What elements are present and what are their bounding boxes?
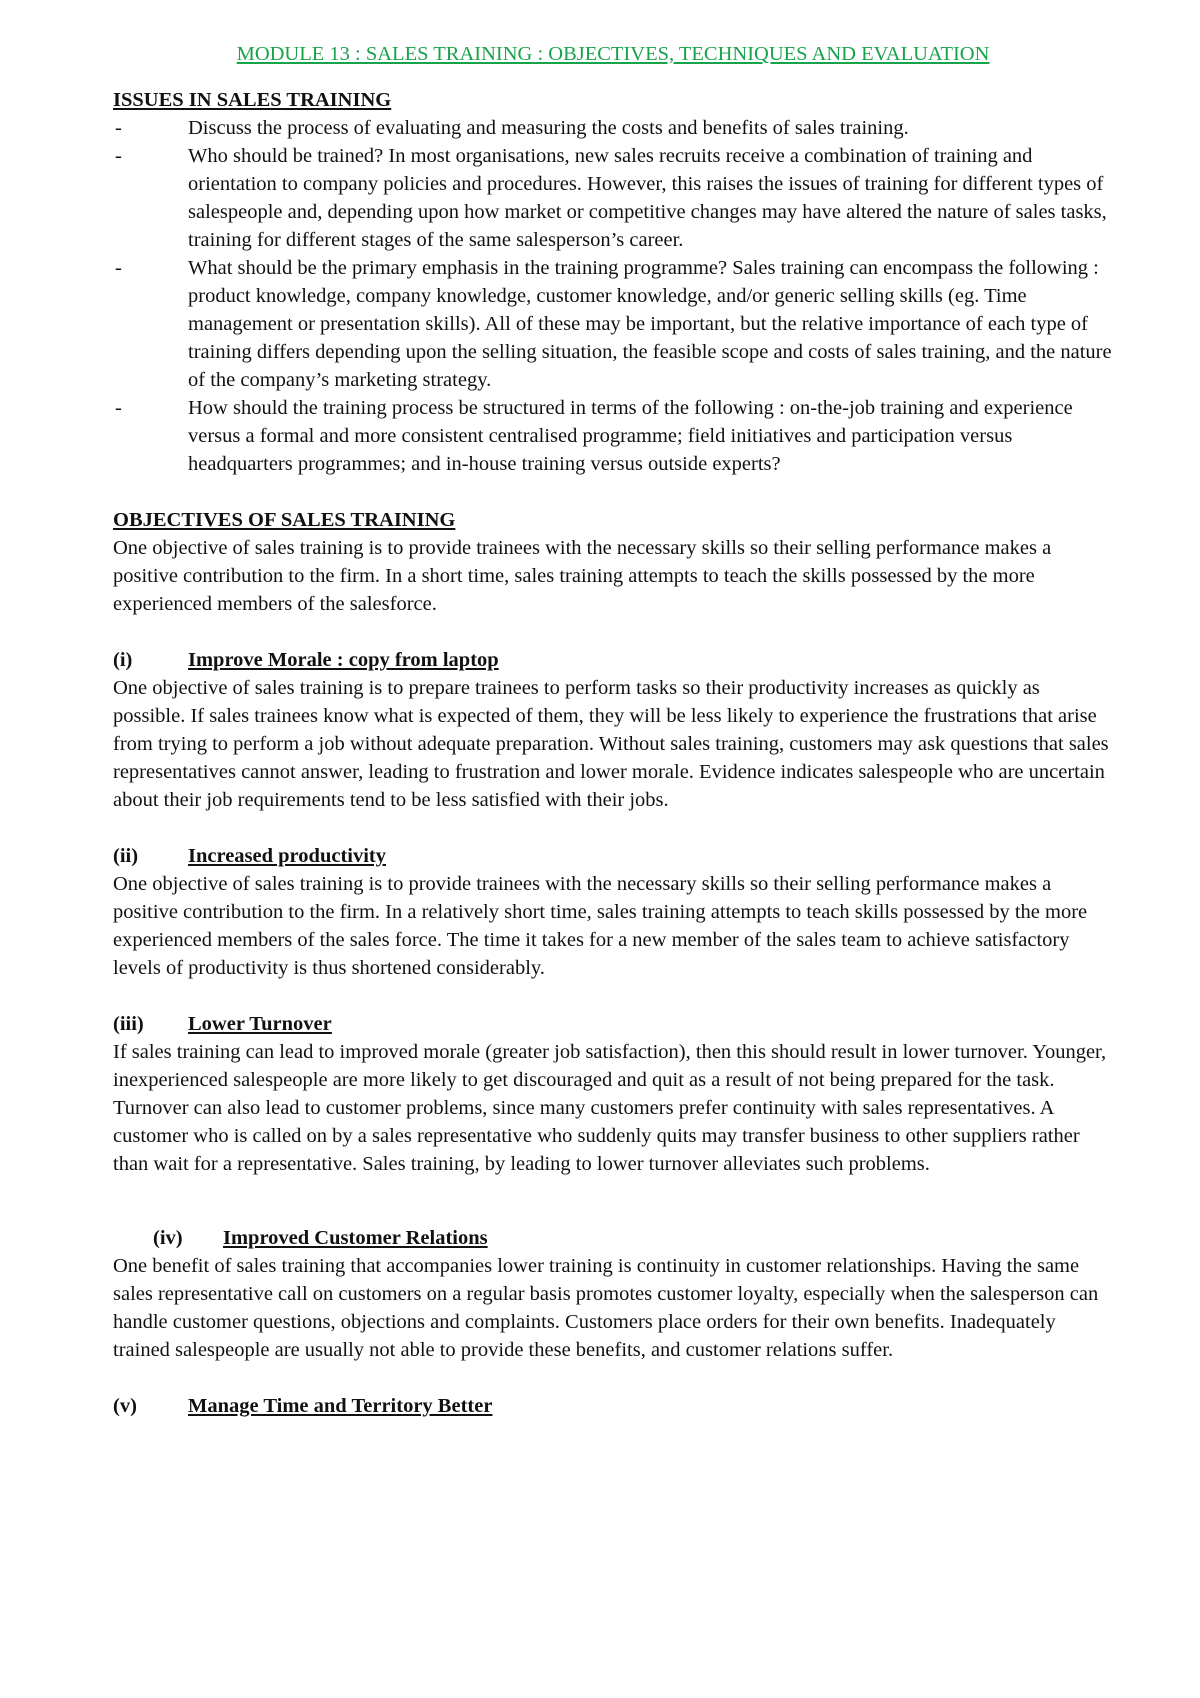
subsection-text-customer-relations: One benefit of sales training that accompanies lower training is continuity in customer relationships. Having the same sales representative call on customers on a regular basis promotes customer loyalty, especially when the salesperson can handle customer questions, objections and complaints. Customers place orders for their own benefits. Inadequately trained salespeople are usually not able to provide these benefits, and customer relations suffer. (113, 1255, 1099, 1361)
bullet-marker: - (115, 117, 122, 139)
list-item-text: How should the training process be structured in terms of the following : on-the-job training and experience versus a formal and more consistent centralised programme; field initiatives and participation versus headquarters programmes; and in-house training versus outside experts? (188, 397, 1073, 475)
list-item (113, 394, 1113, 478)
bullet-marker: - (115, 257, 122, 279)
subsection-label: Improved Customer Relations (223, 1227, 488, 1249)
subsection-label: Manage Time and Territory Better (188, 1395, 493, 1417)
list-item (113, 254, 1113, 394)
bullet-marker: - (115, 145, 122, 167)
subsection-heading-customer-relations (113, 1224, 1113, 1252)
document-page (113, 40, 1113, 1420)
subsection-text-productivity: One objective of sales training is to provide trainees with the necessary skills so their selling performance makes a positive contribution to the firm. In a relatively short time, sales training attempts to teach skills possessed by the more experienced members of the sales force. The time it takes for a new member of the sales team to achieve satisfactory levels of productivity is thus shortened considerably. (113, 873, 1088, 979)
bullet-marker: - (115, 397, 122, 419)
subsection-number: (iii) (113, 1013, 144, 1035)
subsection-text-turnover: If sales training can lead to improved morale (greater job satisfaction), then this should result in lower turnover. Younger, inexperienced salespeople are more likely to get discouraged and quit as a result of not being prepared for the task. Turnover can also lead to customer problems, since many customers prefer continuity with sales representatives. A customer who is called on by a sales representative who suddenly quits may transfer business to other suppliers rather than wait for a representative. Sales training, by leading to lower turnover alleviates such problems. (113, 1041, 1107, 1175)
subsection-label: Increased productivity (188, 845, 386, 867)
subsection-heading-productivity (113, 842, 1113, 870)
list-item-text: Who should be trained? In most organisations, new sales recruits receive a combination of training and orientation to company policies and procedures. However, this raises the issues of training for different types of salespeople and, depending upon how market or competitive changes may have altered the nature of sales tasks, training for different stages of the same salesperson’s career. (188, 145, 1107, 251)
list-item (113, 114, 1113, 142)
issues-heading: ISSUES IN SALES TRAINING (113, 89, 392, 111)
subsection-heading-turnover (113, 1010, 1113, 1038)
issues-list (113, 114, 1113, 478)
list-item-text: What should be the primary emphasis in the training programme? Sales training can encompass the following : product knowledge, company knowledge, customer knowledge, and/or generic selling skills (eg. Time management or presentation skills). All of these may be important, but the relative importance of each type of training differs depending upon the selling situation, the feasible scope and costs of sales training, and the nature of the company’s marketing strategy. (188, 257, 1112, 391)
subsection-number: (iv) (153, 1227, 183, 1249)
document-title: MODULE 13 : SALES TRAINING : OBJECTIVES, TECHNIQUES AND EVALUATION (236, 43, 990, 65)
subsection-number: (i) (113, 649, 133, 671)
subsection-label: Improve Morale : copy from laptop (188, 649, 499, 671)
objectives-heading: OBJECTIVES OF SALES TRAINING (113, 509, 456, 531)
objectives-intro: One objective of sales training is to provide trainees with the necessary skills so their selling performance makes a positive contribution to the firm. In a short time, sales training attempts to teach the skills possessed by the more experienced members of the salesforce. (113, 537, 1052, 615)
subsection-heading-time-territory (113, 1392, 1113, 1420)
subsection-label: Lower Turnover (188, 1013, 332, 1035)
subsection-heading-morale (113, 646, 1113, 674)
subsection-number: (ii) (113, 845, 139, 867)
list-item (113, 142, 1113, 254)
subsection-number: (v) (113, 1395, 137, 1417)
subsection-text-morale: One objective of sales training is to prepare trainees to perform tasks so their productivity increases as quickly as possible. If sales trainees know what is expected of them, they will be less likely to experience the frustrations that arise from trying to perform a job without adequate preparation. Without sales training, customers may ask questions that sales representatives cannot answer, leading to frustration and lower morale. Evidence indicates salespeople who are uncertain about their job requirements tend to be less satisfied with their jobs. (113, 677, 1109, 811)
list-item-text: Discuss the process of evaluating and measuring the costs and benefits of sales training. (188, 117, 909, 139)
